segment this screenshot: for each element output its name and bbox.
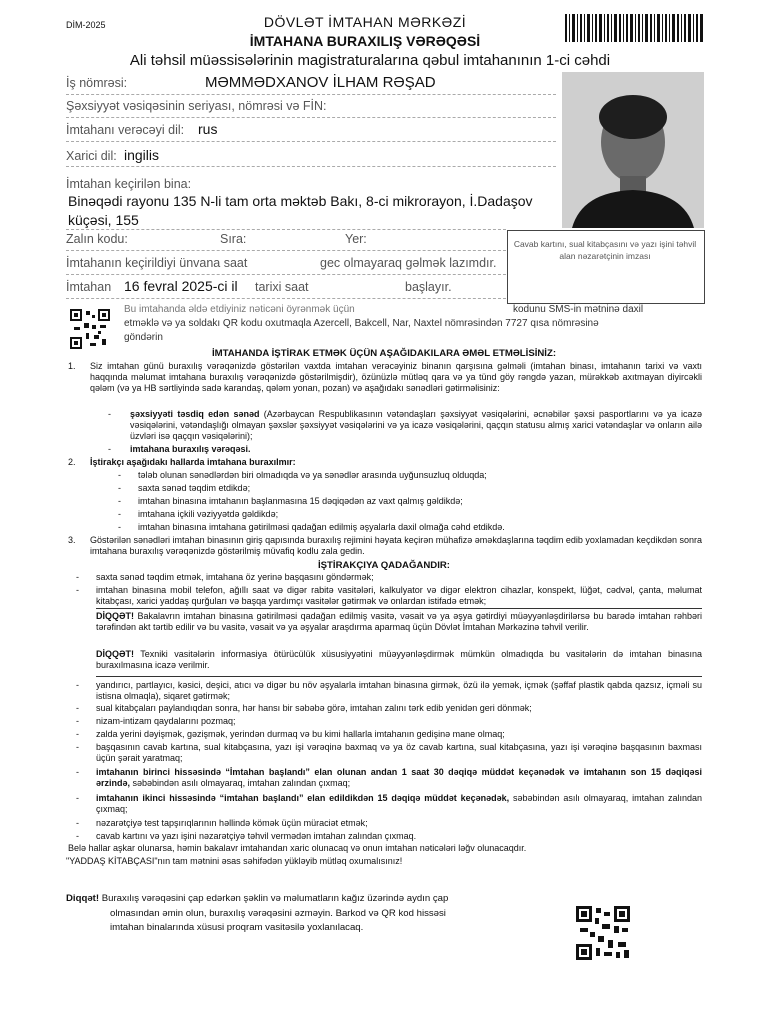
prohibited-dash: - — [76, 729, 79, 739]
sms-note-part1: Bu imtahanda əldə etdiyiniz nəticəni öyrənmək üçün — [124, 304, 355, 315]
prohibited-item-bold: imtahanın birinci hissəsində “İmtahan başlandı” elan olunan andan 1 saat 30 dəqiqə müddət keçənədək və imtahanın son 15 dəqiqəsi ərzində, — [96, 767, 702, 788]
rule-2-sub-dash: - — [118, 522, 121, 532]
prohibited-dash: - — [76, 818, 79, 828]
rule-1-sub1-bold: şəxsiyyəti təsdiq edən sənəd — [130, 409, 260, 419]
memory-book-note: "YADDAŞ KİTABÇASI"nın tam mətnini əsas səhifədən yükləyib mütləq oxumalısınız! — [66, 856, 403, 866]
note-1-label: DİQQƏT! — [96, 611, 135, 621]
prohibited-note-2 — [96, 649, 702, 671]
prohibited-item-text: səbəbindən asılı olmayaraq, imtahan zalından çıxmaq; — [96, 793, 702, 814]
id-document-label: Şəxsiyyət vəsiqəsinin seriyası, nömrəsi və FİN: — [66, 99, 327, 113]
prohibited-item: cavab kartını və yazı işini nəzarətçiyə təhvil vermədən imtahan zalından çıxmaq. — [96, 831, 417, 841]
divider — [66, 229, 506, 230]
exam-time-label: tarixi saat — [255, 280, 309, 294]
note-2-label: DİQQƏT! — [96, 649, 135, 659]
divider — [66, 141, 556, 142]
note-2-text: Texniki vasitələrin informasiya ötürücülük xüsusiyyətini müəyyənləşdirmək mümkün olmadıqda bu vasitələrin də imtahan binasına buraxılmasına icazə verilmir. — [96, 649, 702, 670]
sms-note-line2: etməklə və ya soldakı QR kodu oxutmaqla Azercell, Bakcell, Nar, Naxtel nömrəsindən 7727 qısa nömrəsinə — [124, 318, 599, 329]
exam-date: 16 fevral 2025-ci il — [124, 278, 238, 294]
exam-building-address: Binəqədi rayonu 135 N-li tam orta məktəb Bakı, 8-ci mikrorayon, İ.Dadaşov — [68, 193, 533, 209]
rule-2-sub: imtahana içkili vəziyyətdə gəldikdə; — [138, 509, 279, 519]
prohibited-item: yandırıcı, partlayıcı, kəsici, deşici, atıcı və digər bu növ əşyalarla imtahan binasına girmək, özü ilə yemək, içmək (şəffaf plastik qabda qazsız, içməli su istisna olmaqla), siqaret gətirmək; — [96, 680, 702, 701]
divider — [66, 298, 506, 299]
rule-3-number: 3. — [68, 535, 76, 545]
rule-2-sub-dash: - — [118, 483, 121, 493]
prohibited-dash: - — [76, 742, 79, 752]
prohibited-dash: - — [76, 572, 79, 582]
seat-label: Yer: — [345, 232, 367, 246]
exam-language-value: rus — [198, 121, 218, 137]
bottom-note-line2: olmasından əmin olun, buraxılış vərəqəsini əzməyin. Barkod və QR kod hissəsi — [110, 908, 446, 919]
doc-code: DİM-2025 — [66, 20, 106, 30]
rule-2-sub-dash: - — [118, 496, 121, 506]
bottom-note-line3: imtahan binalarında xüsusi proqram vasitəsilə yoxlanılacaq. — [110, 922, 364, 933]
bottom-note-line1: Buraxılış vərəqəsini çap edərkən şəklin və məlumatların kağız üzərində aydın çap — [99, 893, 449, 904]
signature-box-caption: Cavab kartını, sual kitabçasını və yazı işini təhvil alan nəzarətçinin imzası — [513, 239, 697, 261]
divider — [96, 676, 702, 677]
bottom-note-label: Diqqət! — [66, 893, 100, 904]
work-number-label: İş nömrəsi: — [66, 76, 128, 90]
exam-label: İmtahan — [66, 280, 112, 294]
rule-2-sub: imtahan binasına imtahanın başlanmasına 15 dəqiqədən az vaxt qalmış gəldikdə; — [138, 496, 463, 506]
applicant-photo — [562, 72, 704, 228]
rule-2-text: İştirakçı aşağıdakı hallarda imtahana buraxılmır: — [90, 457, 296, 467]
divider — [66, 250, 506, 251]
prohibited-dash: - — [76, 767, 79, 777]
prohibited-footer: Belə hallar aşkar olunarsa, həmin bakalavr imtahandan xaric olunacaq və onun imtahan nəticələri ləğv olunacaqdır. — [68, 843, 527, 853]
arrival-time-label: İmtahanın keçirildiyi ünvana saat — [66, 256, 248, 270]
document-subtitle: Ali təhsil müəssisələrinin magistraturalarına qəbul imtahanının 1-ci cəhdi — [129, 52, 611, 69]
barcode — [565, 14, 705, 42]
divider — [96, 608, 702, 609]
foreign-language-value: ingilis — [124, 147, 160, 163]
applicant-name: MƏMMƏDXANOV İLHAM RƏŞAD — [205, 74, 436, 91]
prohibited-dash: - — [76, 716, 79, 726]
divider — [66, 94, 556, 95]
result-qr-code — [70, 309, 110, 349]
prohibited-item — [96, 793, 702, 815]
prohibited-dash: - — [76, 680, 79, 690]
prohibited-item: imtahan binasına mobil telefon, ağıllı saat və digər rabitə vasitələri, kalkulyator və digər elektron cihazlar, konspekt, lüğət, cədvəl, çanta, məlumat kitabçası, xarici yaddaş qurğuları və başqa yardımçı vasitələr gətirmək və onlardan istifadə etmək; — [96, 585, 702, 606]
exam-language-label: İmtahanı verəcəyi dil: — [66, 123, 185, 137]
rule-1-number: 1. — [68, 361, 76, 371]
document-title: İMTAHANA BURAXILIŞ VƏRƏQƏSİ — [249, 33, 481, 49]
prohibited-item: zalda yerini dəyişmək, gəzişmək, yerindən durmaq və bu kimi hallarla imtahanın gedişinə mane olmaq; — [96, 729, 505, 739]
rule-1-sub2-dash: - — [108, 444, 111, 454]
rule-2-number: 2. — [68, 457, 76, 467]
divider — [66, 274, 506, 275]
prohibited-dash: - — [76, 831, 79, 841]
rules-heading: İMTAHANDA İŞTİRAK ETMƏK ÜÇÜN AŞAĞIDAKILARA ƏMƏL ETMƏLİSİNİZ: — [211, 348, 557, 359]
org-name: DÖVLƏT İMTAHAN MƏRKƏZİ — [263, 14, 467, 30]
prohibited-item: başqasının cavab kartına, sual kitabçasına, yazı işi vərəqinə baxmaq və ya öz cavab kartına, sual kitabçasına, yazı işi vərəqinə başqasının baxması üçün şərait yaratmaq; — [96, 742, 702, 763]
bottom-note — [66, 891, 448, 906]
exam-start-label: başlayır. — [405, 280, 452, 294]
rule-2-sub-dash: - — [118, 509, 121, 519]
rule-2-sub-dash: - — [118, 470, 121, 480]
foreign-language-label: Xarici dil: — [66, 149, 117, 163]
sms-note-part2: kodunu SMS-in mətninə daxil — [513, 304, 644, 315]
hall-code-label: Zalın kodu: — [66, 232, 128, 246]
prohibited-item: saxta sənəd təqdim etmək, imtahana öz yerinə başqasını göndərmək; — [96, 572, 374, 582]
prohibited-item: nəzarətçiyə test tapşırıqlarının həllində kömək üçün müraciət etmək; — [96, 818, 368, 828]
divider — [66, 166, 556, 167]
exam-building-label: İmtahan keçirilən bina: — [66, 177, 192, 191]
rule-1-sub1-text: (Azərbaycan Respublikasının vətəndaşları şəxsiyyət vəsiqələrini, əcnəbilər şəxsi pasportlarını və ya icazə vəsiqələrini, vətəndaşlığı olmayan şəxslər şəxsiyyət vəsiqələrini və ya icazə vəsiqələrini, qaçqın statusu almış xarici vətəndaşlar və onların ailə üzvləri isə qaçqın vəsiqələrini); — [130, 409, 702, 441]
rule-2-sub: imtahan binasına imtahana gətirilməsi qadağan edilmiş əşyalarla daxil olmağa cəhd etdikdə. — [138, 522, 505, 532]
sms-note-line3: göndərin — [124, 332, 163, 343]
rule-1-sub1 — [130, 409, 702, 442]
person-silhouette-icon — [562, 72, 704, 228]
rule-3-text: Göstərilən sənədləri imtahan binasının giriş qapısında buraxılış rejimini həyata keçirən mühafizə əməkdaşlarına təqdim edib yoxlamadan keçdikdən sonra imtahana buraxılış vərəqənizdə göstərilmiş müvafiq kodlu zala gedin. — [90, 535, 702, 556]
verification-qr-code — [576, 906, 630, 960]
prohibited-item — [96, 767, 702, 789]
divider — [66, 117, 556, 118]
rule-1-sub2: imtahana buraxılış vərəqəsi. — [130, 444, 251, 454]
prohibited-dash: - — [76, 793, 79, 803]
rule-2-sub: saxta sənəd təqdim etdikdə; — [138, 483, 251, 493]
prohibited-dash: - — [76, 703, 79, 713]
rule-1-sub1-dash: - — [108, 409, 111, 419]
rule-2-sub: tələb olunan sənədlərdən biri olmadıqda və ya sənədlər arasında uyğunsuzluq olduqda; — [138, 470, 487, 480]
row-label: Sıra: — [220, 232, 247, 246]
arrival-deadline-label: gec olmayaraq gəlmək lazımdır. — [320, 256, 497, 270]
prohibited-item-bold: imtahanın ikinci hissəsində “imtahan başlandı” elan edildikdən 15 dəqiqə müddət keçənədək, — [96, 793, 510, 803]
prohibited-item-text: səbəbindən asılı olmayaraq, imtahan zalından çıxmaq; — [130, 778, 351, 788]
note-1-text: Bakalavrın imtahan binasına gətirilməsi qadağan edilmiş vasitə, vəsait və ya əşya gətirdiyi müəyyənləşdirilərsə bu barədə imtahan rəhbəri tərəfindən akt tərtib edilir və bu vasitə, vəsait və ya əşyalar araşdırma aparmaq üçün Dövlət İmtahan Mərkəzinə təhvil verilir. — [96, 611, 702, 632]
rule-1-text: Siz imtahan günü buraxılış vərəqənizdə göstərilən vaxtda imtahan verəcəyiniz binanın qarşısına gəlməli (imtahan binası, imtahanın tarixi və vaxtı haqqında məlumat imtahana buraxılış vərəqənizdə göstərilmişdir), özünüzlə mütləq qara və ya tünd göy rəngdə yazan, mürəkkəb axıtmayan diyircəkli qələm (və ya HB sərtliyində sadə karandaş, qələm yonan, pozan) və aşağıdakı sənədləri gətirməlisiniz: — [90, 361, 702, 393]
prohibited-dash: - — [76, 585, 79, 595]
prohibited-item: sual kitabçaları paylandıqdan sonra, hər hansı bir səbəbə görə, imtahan zalını tərk edib yenidən geri dönmək; — [96, 703, 532, 713]
prohibited-note-1 — [96, 611, 702, 633]
prohibited-heading: İŞTİRAKÇIYA QADAĞANDIR: — [317, 560, 450, 571]
exam-building-address-cont: küçəsi, 155 — [68, 212, 139, 228]
prohibited-item: nizam-intizam qaydalarını pozmaq; — [96, 716, 236, 726]
